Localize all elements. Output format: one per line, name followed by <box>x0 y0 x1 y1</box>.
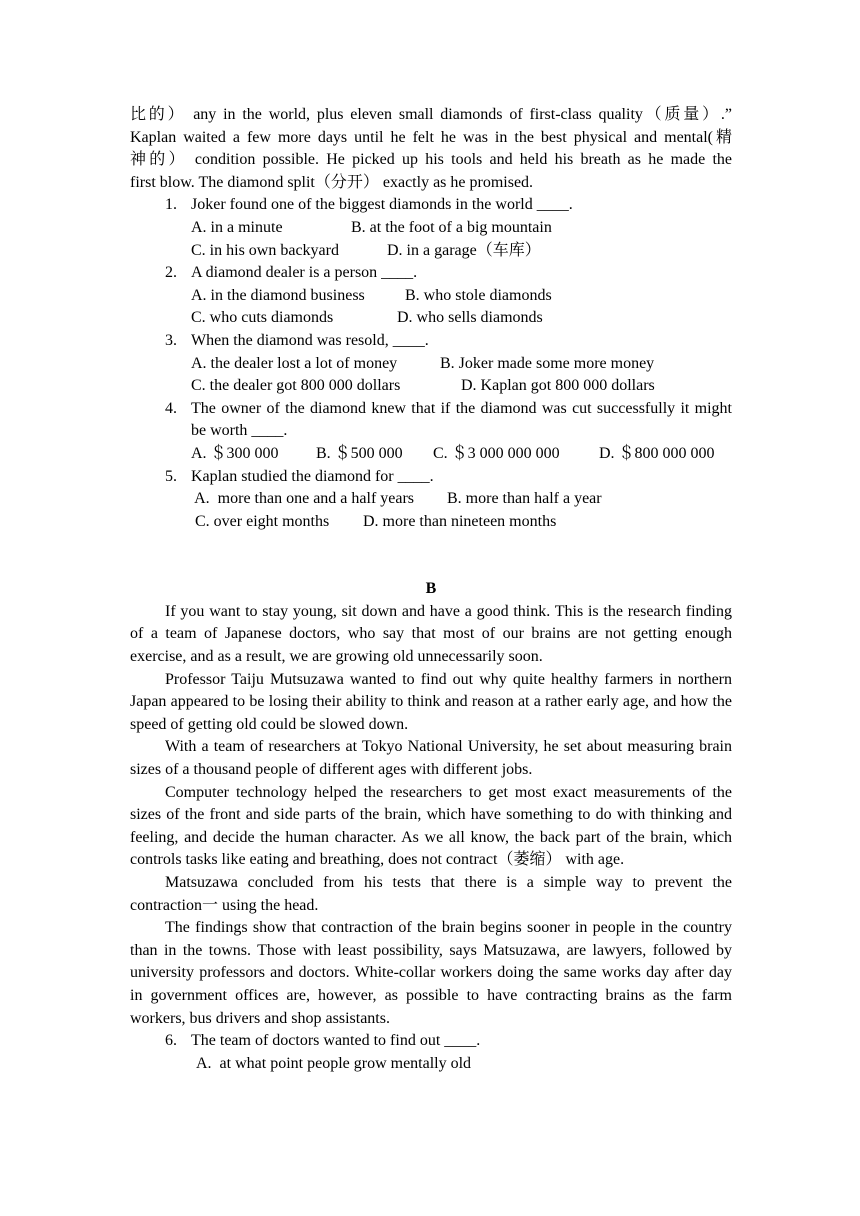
question-number: 5. <box>165 467 177 485</box>
paragraph: The findings show that contraction of the brain begins sooner in people in the country than in the towns. Those with least possibility, says Matsuzawa, are lawyers, followed by university professors and doctors. White-collar workers doing the same works day after day in government offices are, however, as possible to have contracting brains as the farm workers, bus drivers and shop assistants. <box>130 919 732 1027</box>
question-stem: A diamond dealer is a person ____. <box>191 264 418 282</box>
option-a: A. in the diamond business <box>191 286 365 304</box>
option-a: A. in a minute <box>191 218 283 236</box>
question-stem-block <box>130 398 732 443</box>
question-stem: The owner of the diamond knew that if the diamond was cut successfully it might be worth ____. <box>191 399 732 440</box>
option-d: D. Kaplan got 800 000 dollars <box>461 377 655 395</box>
option-d: D. ＄800 000 000 <box>599 444 715 462</box>
question-number: 4. <box>165 399 177 417</box>
option-b: B. at the foot of a big mountain <box>351 218 552 236</box>
paragraph: Matsuzawa concluded from his tests that there is a simple way to prevent the contraction一 using the head. <box>130 874 732 914</box>
option-d: D. more than nineteen months <box>363 512 557 530</box>
option-b: B. who stole diamonds <box>405 286 552 304</box>
option-b: B. ＄500 000 <box>316 444 403 462</box>
text-line: Kaplan waited a few more days until he felt he was in the best physical and mental(精 <box>130 128 732 146</box>
text-line: 比的） any in the world, plus eleven small diamonds of first-class quality（质量）.” <box>130 106 732 123</box>
option-c: C. the dealer got 800 000 dollars <box>191 377 401 395</box>
question-stem: Joker found one of the biggest diamonds in the world ____. <box>191 196 573 214</box>
question-number: 1. <box>165 196 177 214</box>
option-b: B. more than half a year <box>447 490 602 508</box>
question-number: 6. <box>165 1032 177 1050</box>
paragraph: With a team of researchers at Tokyo National University, he set about measuring brain sizes of a thousand people of different ages with different jobs. <box>130 738 732 779</box>
question-stem: The team of doctors wanted to find out ____. <box>191 1032 481 1050</box>
option-d: D. who sells diamonds <box>397 309 543 327</box>
question-number: 2. <box>165 264 177 282</box>
paragraph: Professor Taiju Mutsuzawa wanted to find out why quite healthy farmers in northern Japan appeared to be losing their ability to think and reason at a rather early age, and how the speed of getting old could be slowed down. <box>130 670 732 733</box>
question-stem: Kaplan studied the diamond for ____. <box>191 467 434 485</box>
question-1 <box>130 194 732 262</box>
question-5 <box>130 466 732 534</box>
question-4 <box>130 398 732 466</box>
passage-a-ending <box>130 104 732 194</box>
option-d: D. in a garage（车库） <box>387 241 541 259</box>
question-stem: When the diamond was resold, ____. <box>191 331 429 349</box>
question-number: 3. <box>165 331 177 349</box>
text-line: 神的） condition possible. He picked up his tools and held his breath as he made the <box>130 151 732 169</box>
text-line: first blow. The diamond split（分开） exactly as he promised. <box>130 173 534 191</box>
option-a: A. the dealer lost a lot of money <box>191 354 398 372</box>
paragraph: Computer technology helped the researchers to get most exact measurements of the sizes of the front and side parts of the brain, which have something to do with thinking and feeling, and decide the human character. As we all know, the back part of the brain, which controls tasks like eating and breathing, does not contract（萎缩） with age. <box>130 783 732 869</box>
question-3 <box>130 330 732 398</box>
question-2 <box>130 262 732 330</box>
option-a: A. ＄300 000 <box>191 444 279 462</box>
option-b: B. Joker made some more money <box>440 354 655 372</box>
option-c: C. ＄3 000 000 000 <box>433 444 560 462</box>
option-c: C. over eight months <box>191 512 330 530</box>
option-c: C. in his own backyard <box>191 241 339 259</box>
passage-b <box>130 601 732 1030</box>
paragraph: If you want to stay young, sit down and have a good think. This is the research finding of a team of Japanese doctors, who say that most of our brains are not getting enough exercise, and as a result, we are growing old unnecessarily soon. <box>130 602 732 666</box>
question-6 <box>130 1030 732 1075</box>
section-heading: B <box>425 580 437 598</box>
option-a: A. at what point people grow mentally old <box>196 1054 472 1072</box>
option-c: C. who cuts diamonds <box>191 309 334 327</box>
document-page <box>130 104 732 1075</box>
option-a: A. more than one and a half years <box>191 490 415 508</box>
